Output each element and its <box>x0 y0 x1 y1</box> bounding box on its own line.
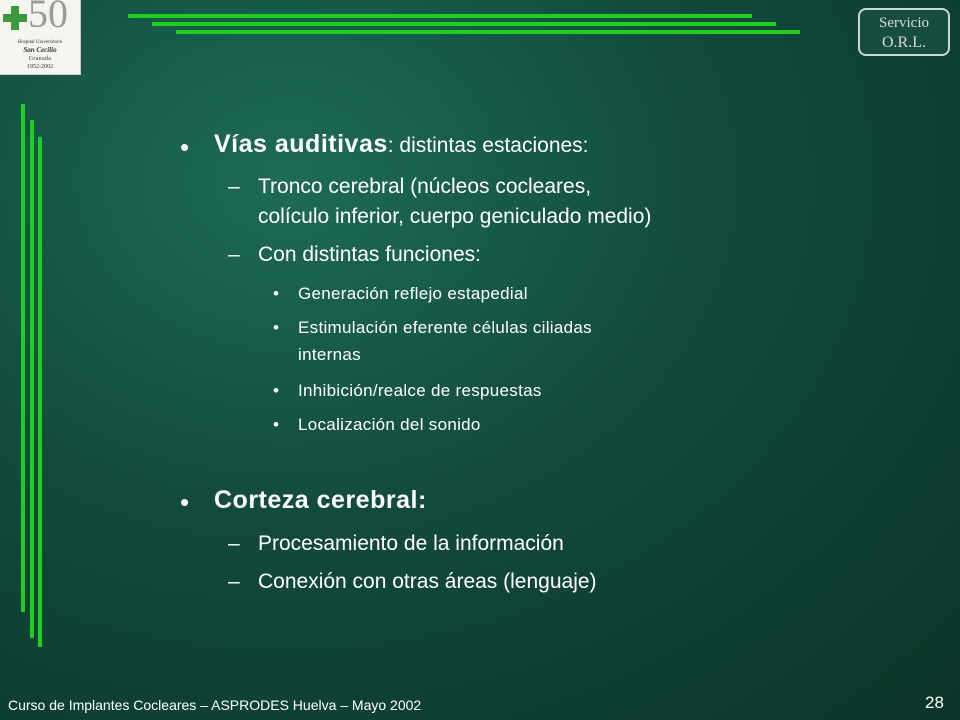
subitem-text: Con distintas funciones: <box>258 243 481 266</box>
badge-line-2: O.R.L. <box>882 34 926 51</box>
bullet-heading-line <box>214 486 427 515</box>
page-number: 28 <box>925 693 944 712</box>
decor-line-v3 <box>38 137 42 647</box>
subitem-text: colículo inferior, cuerpo geniculado medio) <box>258 205 652 228</box>
sub-subitem-text: Inhibición/realce de respuestas <box>298 381 542 400</box>
sub-subitem-text: Estimulación eferente células ciliadas <box>298 318 592 337</box>
decor-line-v1 <box>21 104 25 612</box>
decor-line-v2 <box>30 120 34 638</box>
bullet-marker: • <box>180 132 190 162</box>
small-bullet-marker: • <box>273 381 280 400</box>
hospital-logo <box>0 0 81 75</box>
decor-line-h1 <box>128 14 752 18</box>
decor-line-h3 <box>176 30 800 34</box>
cross-icon-bar <box>3 14 27 22</box>
logo-line-4: 1952-2002 <box>27 64 53 70</box>
servicio-orl-badge <box>858 8 950 56</box>
bullet-heading: Vías auditivas <box>214 130 388 158</box>
logo-line-1: Hospital Universitario <box>17 40 63 45</box>
logo-line-3: Granada <box>28 56 52 62</box>
dash-marker: – <box>228 570 240 593</box>
small-bullet-marker: • <box>273 415 280 434</box>
subitem-text: Tronco cerebral (núcleos cocleares, <box>258 175 592 198</box>
bullet-heading-line <box>214 130 589 159</box>
decor-line-h2 <box>152 22 776 26</box>
sub-subitem-text: internas <box>298 345 361 364</box>
dash-marker: – <box>228 243 240 266</box>
subitem-text: Procesamiento de la información <box>258 532 564 555</box>
slide-footer: Curso de Implantes Cocleares – ASPRODES Huelva – Mayo 2002 <box>8 697 422 713</box>
sub-subitem-text: Localización del sonido <box>298 415 481 434</box>
small-bullet-marker: • <box>273 284 280 303</box>
small-bullet-marker: • <box>273 318 280 337</box>
bullet-heading: Corteza cerebral <box>214 486 418 514</box>
bullet-marker: • <box>180 487 190 517</box>
logo-line-2: San Cecilio <box>23 46 57 54</box>
subitem-text: Conexión con otras áreas (lenguaje) <box>258 570 597 593</box>
bullet-heading-suffix: : <box>417 486 427 514</box>
sub-subitem-text: Generación reflejo estapedial <box>298 284 528 303</box>
badge-line-1: Servicio <box>879 15 929 31</box>
bullet-heading-suffix: : distintas estaciones: <box>387 134 589 157</box>
dash-marker: – <box>228 532 240 555</box>
logo-number: 50 <box>28 0 68 36</box>
dash-marker: – <box>228 175 240 198</box>
